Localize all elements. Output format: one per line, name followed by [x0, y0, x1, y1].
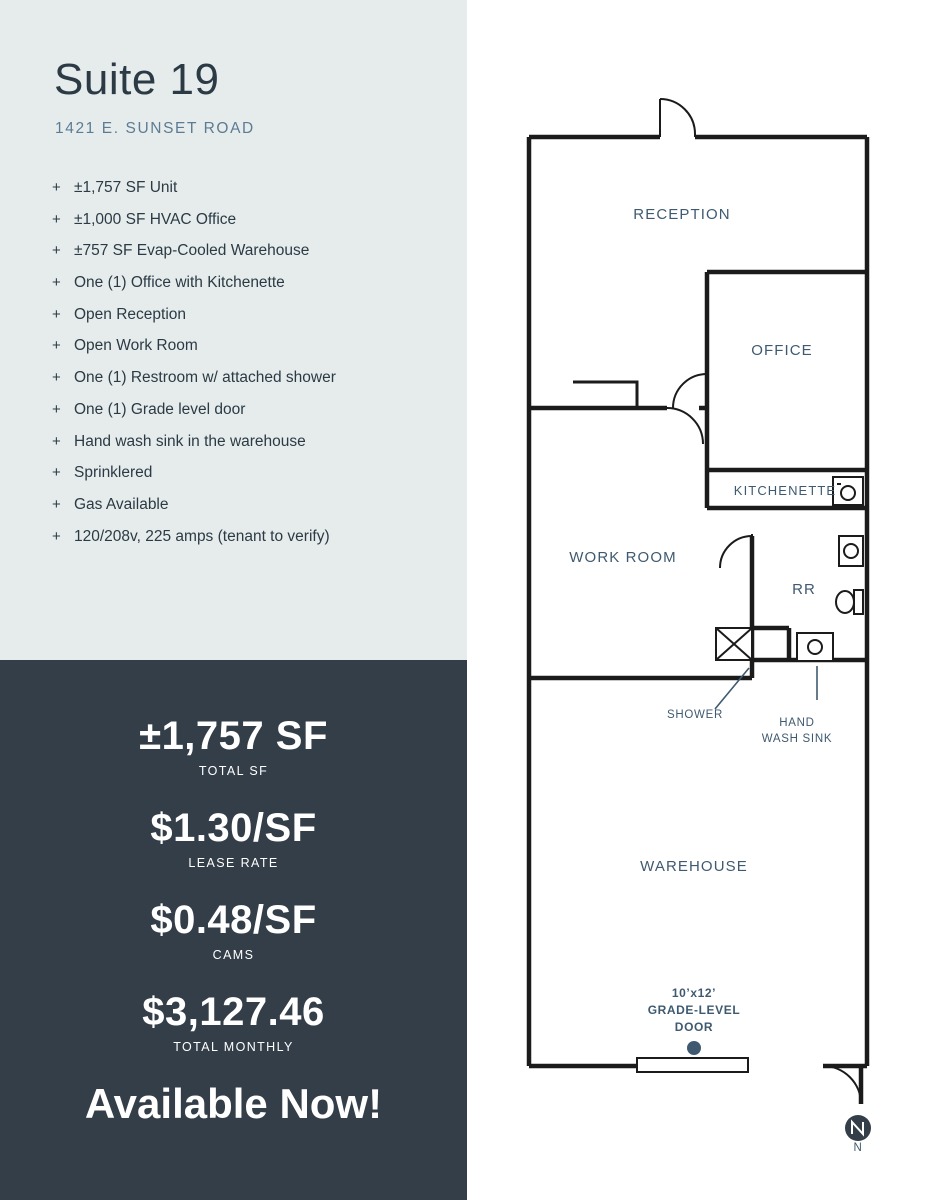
plus-icon: +	[52, 210, 61, 228]
plus-icon: +	[52, 527, 61, 545]
shower-fixture	[716, 628, 752, 660]
exterior-walls	[529, 137, 867, 1066]
stat-label: LEASE RATE	[188, 856, 279, 870]
feature-label: ±757 SF Evap-Cooled Warehouse	[74, 242, 310, 260]
feature-label: One (1) Office with Kitchenette	[74, 274, 285, 292]
entry-door-swing	[660, 99, 695, 137]
grade-level-door	[637, 1041, 748, 1072]
room-label-work-room: WORK ROOM	[569, 549, 677, 566]
list-item	[52, 212, 452, 228]
interior-walls	[529, 272, 867, 678]
plus-icon: +	[52, 305, 61, 323]
hall-door-swing	[667, 408, 703, 444]
list-item	[52, 434, 452, 450]
grade-door-label-line1: 10’x12’	[671, 986, 717, 1000]
suite-info-panel	[0, 0, 467, 660]
room-label-office: OFFICE	[751, 342, 813, 359]
suite-address: 1421 E. SUNSET ROAD	[55, 120, 255, 137]
man-door-swing	[823, 1066, 861, 1104]
plus-icon: +	[52, 337, 61, 355]
list-item	[52, 402, 452, 418]
kitchenette-sink-fixture	[833, 477, 863, 505]
list-item	[52, 180, 452, 196]
list-item	[52, 529, 452, 545]
north-marker-label: N	[853, 1142, 863, 1154]
room-label-warehouse: WAREHOUSE	[640, 858, 748, 875]
feature-label: One (1) Grade level door	[74, 400, 246, 418]
feature-label: Gas Available	[74, 495, 169, 513]
stat-cams	[0, 900, 467, 962]
plus-icon: +	[52, 400, 61, 418]
office-door-swing	[673, 374, 707, 408]
list-item	[52, 338, 452, 354]
north-marker	[845, 1115, 871, 1154]
stat-label: TOTAL SF	[198, 764, 269, 778]
plus-icon: +	[52, 464, 61, 482]
plus-icon: +	[52, 242, 61, 260]
shower-callout-label: SHOWER	[667, 709, 723, 721]
feature-label: One (1) Restroom w/ attached shower	[74, 369, 336, 387]
stat-value: $1.30/SF	[150, 806, 317, 850]
hand-wash-callout-line1: HAND	[779, 717, 815, 729]
plus-icon: +	[52, 274, 61, 292]
list-item	[52, 275, 452, 291]
toilet-fixture	[836, 590, 863, 614]
restroom-sink-fixture	[839, 536, 863, 566]
stat-lease-rate	[0, 808, 467, 870]
room-label-reception: RECEPTION	[633, 206, 731, 223]
list-item	[52, 465, 452, 481]
list-item	[52, 243, 452, 259]
plus-icon: +	[52, 495, 61, 513]
feature-label: Open Reception	[74, 305, 187, 323]
list-item	[52, 307, 452, 323]
plus-icon: +	[52, 369, 61, 387]
feature-list	[52, 180, 452, 560]
room-label-restroom: RR	[792, 581, 816, 598]
grade-door-label-line3: DOOR	[674, 1020, 714, 1034]
stat-value: $3,127.46	[142, 990, 325, 1034]
feature-label: ±1,757 SF Unit	[74, 179, 178, 196]
feature-label: Hand wash sink in the warehouse	[74, 432, 306, 450]
stats-panel	[0, 660, 467, 1200]
hand-wash-callout	[762, 666, 832, 745]
list-item	[52, 370, 452, 386]
availability-banner: Available Now!	[84, 1080, 383, 1127]
stat-value: ±1,757 SF	[139, 714, 328, 758]
feature-label: Open Work Room	[74, 337, 198, 355]
hand-wash-sink-fixture	[797, 633, 833, 661]
stat-total-sf	[0, 716, 467, 778]
stat-total-monthly	[0, 992, 467, 1054]
floorplan-drawing	[467, 0, 927, 1200]
restroom-door-swing	[720, 534, 752, 568]
list-item	[52, 497, 452, 513]
feature-label: 120/208v, 225 amps (tenant to verify)	[74, 527, 330, 545]
stat-label: TOTAL MONTHLY	[173, 1040, 294, 1054]
stat-value: $0.48/SF	[150, 898, 317, 942]
feature-label: ±1,000 SF HVAC Office	[74, 210, 237, 228]
door-marker-dot	[687, 1041, 701, 1055]
plus-icon: +	[52, 179, 61, 196]
hand-wash-callout-line2: WASH SINK	[761, 733, 833, 745]
grade-door-label-line2: GRADE-LEVEL	[647, 1003, 741, 1017]
floorplan-area	[467, 0, 927, 1200]
page-title: Suite 19	[54, 55, 220, 104]
stat-label: CAMS	[212, 948, 255, 962]
feature-label: Sprinklered	[74, 464, 153, 482]
plus-icon: +	[52, 432, 61, 450]
room-label-kitchenette: KITCHENETTE	[733, 483, 837, 498]
